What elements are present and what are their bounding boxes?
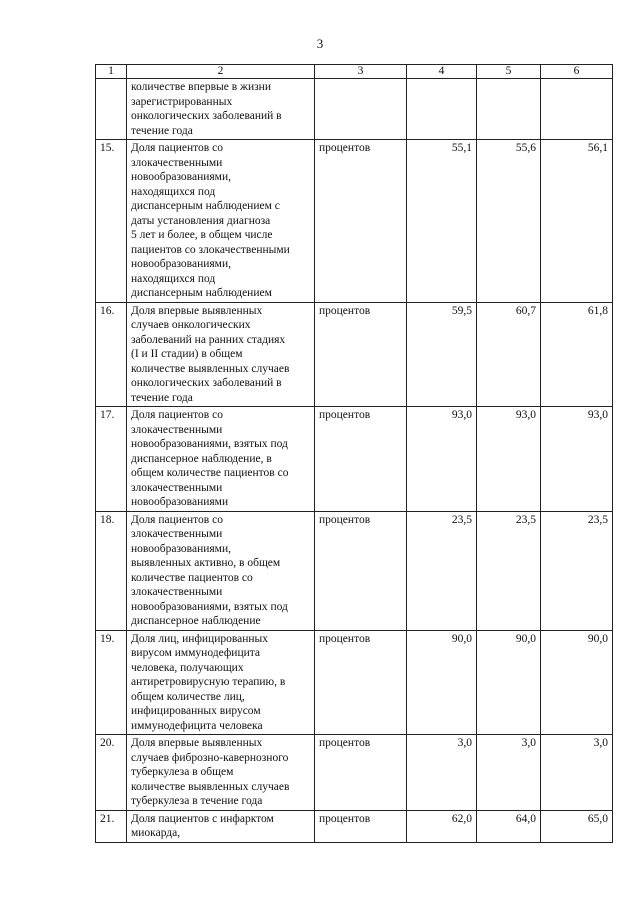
indicator-description: Доля пациентов со злокачественными новообразованиями, находящихся под диспансерным наблюдением с даты установления диагноза 5 лет и более, в общем числе пациентов со злокачественными новообразованиями, находящихся под диспансерным наблюдением	[127, 140, 315, 303]
value-col6: 90,0	[541, 630, 613, 735]
value-col4: 93,0	[407, 407, 477, 512]
table-row	[96, 630, 613, 735]
table-row	[96, 735, 613, 811]
unit-cell: процентов	[315, 630, 407, 735]
unit-cell: процентов	[315, 810, 407, 842]
unit-cell: процентов	[315, 407, 407, 512]
unit-cell	[315, 79, 407, 140]
column-header: 3	[315, 65, 407, 79]
unit-cell: процентов	[315, 735, 407, 811]
value-col5: 23,5	[477, 511, 541, 630]
value-col6: 93,0	[541, 407, 613, 512]
indicator-description: Доля пациентов с инфарктом миокарда,	[127, 810, 315, 842]
value-col4: 59,5	[407, 302, 477, 407]
value-col5: 3,0	[477, 735, 541, 811]
value-col5: 90,0	[477, 630, 541, 735]
indicator-description: Доля впервые выявленных случаев фиброзно-кавернозного туберкулеза в общем количестве выявленных случаев туберкулеза в течение года	[127, 735, 315, 811]
column-header: 1	[96, 65, 127, 79]
indicator-description: количестве впервые в жизни зарегистрированных онкологических заболеваний в течение года	[127, 79, 315, 140]
table-row	[96, 140, 613, 303]
value-col5: 64,0	[477, 810, 541, 842]
table-row	[96, 511, 613, 630]
row-number	[96, 79, 127, 140]
indicator-description: Доля пациентов со злокачественными новообразованиями, выявленных активно, в общем количестве пациентов со злокачественными новообразованиями, взятых под диспансерное наблюдение	[127, 511, 315, 630]
row-number: 21.	[96, 810, 127, 842]
unit-cell: процентов	[315, 140, 407, 303]
table-row	[96, 302, 613, 407]
table-row	[96, 407, 613, 512]
indicator-description: Доля лиц, инфицированных вирусом иммунодефицита человека, получающих антиретровирусную терапию, в общем количестве лиц, инфицированных вирусом иммунодефицита человека	[127, 630, 315, 735]
row-number: 16.	[96, 302, 127, 407]
value-col4: 3,0	[407, 735, 477, 811]
row-number: 15.	[96, 140, 127, 303]
value-col5: 55,6	[477, 140, 541, 303]
row-number: 20.	[96, 735, 127, 811]
value-col6: 61,8	[541, 302, 613, 407]
value-col6: 23,5	[541, 511, 613, 630]
table-row	[96, 810, 613, 842]
value-col4: 90,0	[407, 630, 477, 735]
table-header-row	[96, 65, 613, 79]
row-number: 17.	[96, 407, 127, 512]
column-header: 5	[477, 65, 541, 79]
value-col6: 3,0	[541, 735, 613, 811]
column-header: 4	[407, 65, 477, 79]
row-number: 19.	[96, 630, 127, 735]
value-col5: 60,7	[477, 302, 541, 407]
value-col5: 93,0	[477, 407, 541, 512]
table-row	[96, 79, 613, 140]
value-col4: 62,0	[407, 810, 477, 842]
value-col6: 65,0	[541, 810, 613, 842]
page-number: 3	[316, 36, 324, 51]
column-header: 2	[127, 65, 315, 79]
value-col4	[407, 79, 477, 140]
value-col4: 55,1	[407, 140, 477, 303]
value-col6	[541, 79, 613, 140]
unit-cell: процентов	[315, 511, 407, 630]
value-col6: 56,1	[541, 140, 613, 303]
indicators-table	[95, 64, 613, 843]
value-col4: 23,5	[407, 511, 477, 630]
indicator-description: Доля пациентов со злокачественными новообразованиями, взятых под диспансерное наблюдение, в общем количестве пациентов со злокачественными новообразованиями	[127, 407, 315, 512]
unit-cell: процентов	[315, 302, 407, 407]
value-col5	[477, 79, 541, 140]
row-number: 18.	[96, 511, 127, 630]
column-header: 6	[541, 65, 613, 79]
indicator-description: Доля впервые выявленных случаев онкологических заболеваний на ранних стадиях (I и II стадии) в общем количестве выявленных случаев онкологических заболеваний в течение года	[127, 302, 315, 407]
